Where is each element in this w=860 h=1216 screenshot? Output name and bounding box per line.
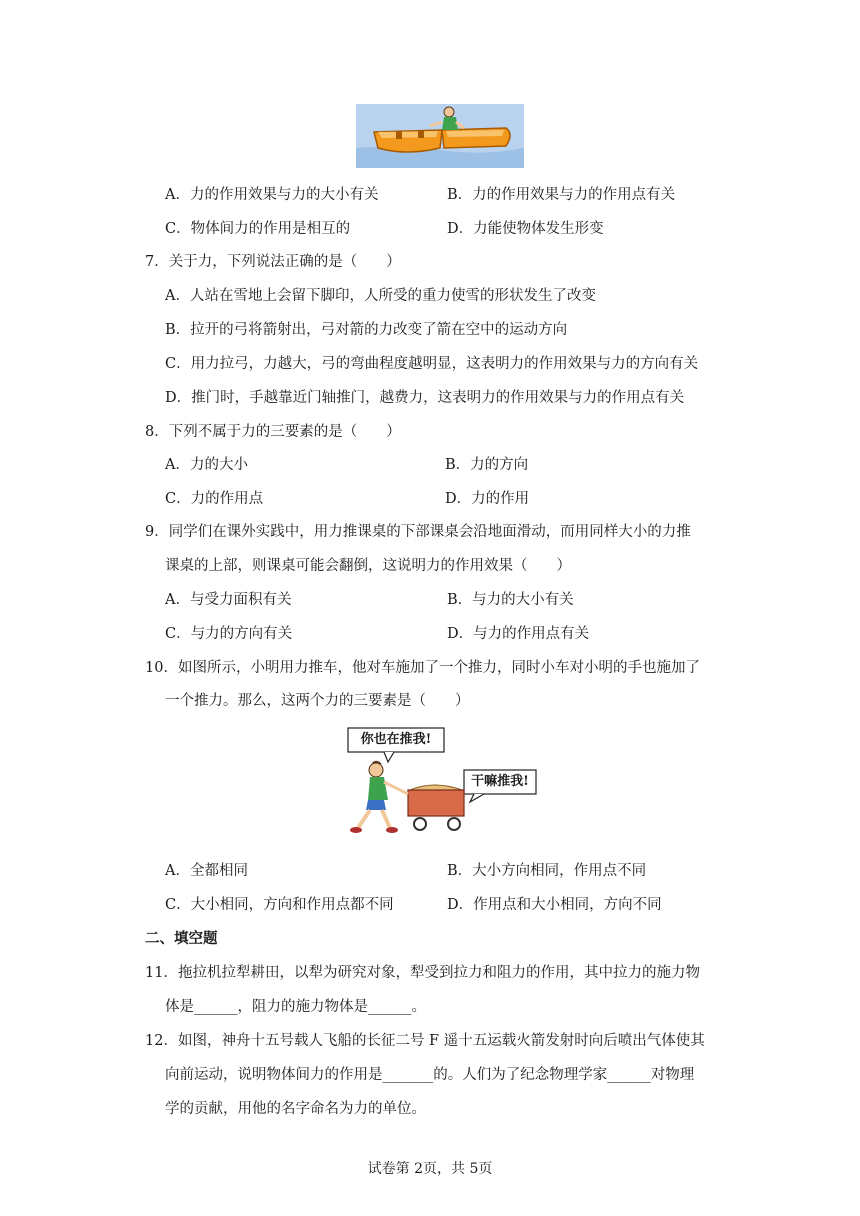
q11-line2: 体是______，阻力的施力物体是______。 [165, 999, 426, 1015]
q9-option-a: A．与受力面积有关 [165, 592, 292, 608]
q12-line3: 学的贡献，用他的名字命名为力的单位。 [165, 1101, 426, 1117]
boats-illustration [356, 104, 524, 168]
q9-stem-line2: 课桌的上部，则课桌可能会翻倒，这说明力的作用效果（ ） [165, 558, 571, 574]
q12-line1: 12．如图，神舟十五号载人飞船的长征二号 F 遥十五运载火箭发射时向后喷出气体使其 [145, 1033, 705, 1049]
boy-speech-bubble: 你也在推我! [360, 732, 432, 747]
q9-option-b: B．与力的大小有关 [447, 592, 574, 608]
q7-option-d: D．推门时，手越靠近门轴推门，越费力，这表明力的作用效果与力的作用点有关 [165, 390, 685, 406]
q11-line1: 11．拖拉机拉犁耕田，以犁为研究对象，犁受到拉力和阻力的作用，其中拉力的施力物 [145, 965, 700, 981]
q6-option-c: C．物体间力的作用是相互的 [165, 221, 351, 237]
q7-stem: 7．关于力，下列说法正确的是（ ） [145, 254, 401, 270]
q10-stem-line2: 一个推力。那么，这两个力的三要素是（ ） [165, 693, 470, 709]
q8-option-a: A．力的大小 [165, 457, 248, 473]
q9-stem-line1: 9．同学们在课外实践中，用力推课桌的下部课桌会沿地面滑动，而用同样大小的力推 [145, 524, 691, 540]
q12-line2: 向前运动，说明物体间力的作用是_______的。人们为了纪念物理学家______对物理 [165, 1067, 695, 1083]
q8-option-d: D．力的作用 [445, 491, 530, 507]
q10-option-d: D．作用点和大小相同，方向不同 [447, 897, 662, 913]
q9-option-d: D．与力的作用点有关 [447, 626, 590, 642]
q6-option-b: B．力的作用效果与力的作用点有关 [447, 187, 676, 203]
boats-figure [356, 104, 524, 168]
q8-stem: 8．下列不属于力的三要素的是（ ） [145, 424, 401, 440]
q10-option-c: C．大小相同，方向和作用点都不同 [165, 897, 394, 913]
section-fill-in-title: 二、填空题 [145, 931, 218, 947]
q8-option-b: B．力的方向 [445, 457, 529, 473]
q9-option-c: C．与力的方向有关 [165, 626, 293, 642]
q7-option-c: C．用力拉弓，力越大，弓的弯曲程度越明显，这表明力的作用效果与力的方向有关 [165, 356, 699, 372]
q8-option-c: C．力的作用点 [165, 491, 264, 507]
page-footer: 试卷第 2页，共 5页 [367, 1161, 493, 1177]
q6-option-d: D．力能使物体发生形变 [447, 221, 604, 237]
push-cart-figure [344, 724, 540, 836]
q7-option-a: A．人站在雪地上会留下脚印，人所受的重力使雪的形状发生了改变 [165, 288, 596, 304]
cart-speech-bubble: 干嘛推我! [471, 774, 529, 789]
q10-option-a: A．全都相同 [165, 863, 248, 879]
q6-option-a: A．力的作用效果与力的大小有关 [165, 187, 379, 203]
q10-option-b: B．大小方向相同，作用点不同 [447, 863, 647, 879]
q7-option-b: B．拉开的弓将箭射出，弓对箭的力改变了箭在空中的运动方向 [165, 322, 568, 338]
q10-stem-line1: 10．如图所示，小明用力推车，他对车施加了一个推力，同时小车对小明的手也施加了 [145, 660, 700, 676]
